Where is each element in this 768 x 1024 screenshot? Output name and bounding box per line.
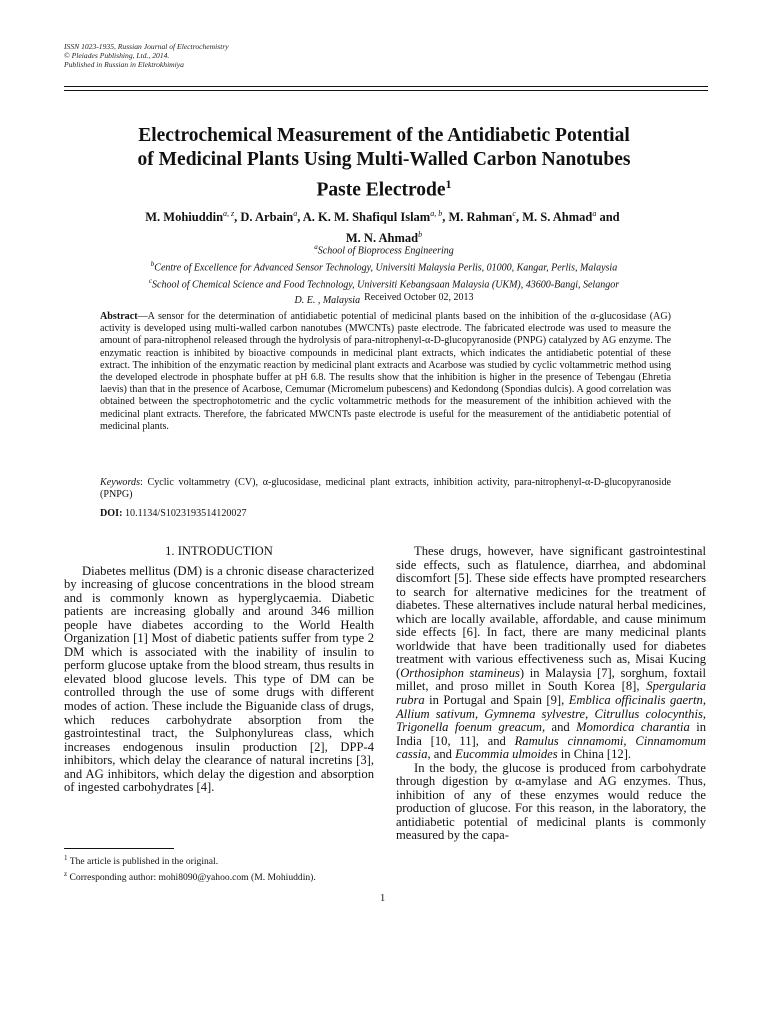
intro-paragraph-2: These drugs, however, have significant gastrointestinal side effects, such as flatulence, diarrhea, and abdominal discomfort [5]. These side effects have prompted researchers to search for alternative medicines for the treatment of diabetes. These alternatives include natural herbal medicines, which are locally available, affordable, and cause minimum side effects [6]. In fact, there are many medicinal plants worldwide that have been traditionally used for diabetes treatment with various effectiveness such as, Misai Kucing (Orthosiphon stamineus) in Malaysia [7], sorghum, foxtail millet, and proso millet in South Korea [8], Spergularia rubra in Portugal and Spain [9], Emblica officinalis gaertn, Allium sativum, Gymnema sylvestre, Citrullus colocynthis, Trigonella foenum greacum, and Momordica charantia in India [10, 11], and Ramulus cinnamomi, Cinnamomum cassia, and Eucommia ulmoides in China [12]. [396,544,707,762]
author-name: D. Arbain [240,210,294,225]
publisher-line: © Pleiades Publishing, Ltd., 2014. [64,51,170,60]
left-column [64,545,374,795]
author-affil-mark: b [418,230,423,240]
author-name: M. Rahman [448,210,513,225]
footnotes [64,852,384,884]
title-footnote-mark: 1 [445,177,452,191]
author-affil-mark: a [293,209,298,218]
author-name: M. Mohiuddin [145,210,224,225]
keywords-label: Keywords [100,477,141,488]
doi-value: 10.1134/S1023193514120027 [124,508,247,519]
issn-line: ISSN 1023-1935, Russian Journal of Electrochemistry [64,42,229,51]
footnote-1: $^1$ The article is published in the original. [64,854,219,868]
journal-header [64,42,229,69]
title-line-3: Paste Electrode$^1$ [316,177,452,201]
affiliation-a: $^a$School of Bioprocess Engineering [314,243,454,257]
title-line-2: of Medicinal Plants Using Multi-Walled Carbon Nanotubes [137,149,631,170]
footnote-rule [64,848,174,849]
section-heading: 1. INTRODUCTION [165,544,273,558]
right-column [396,545,706,843]
footnote-2: $^z$ Corresponding author: mohi8090@yahoo.com (M. Mohiuddin). [64,870,316,884]
abstract [100,311,671,433]
doi-label: DOI: [100,508,123,519]
abstract-text: —A sensor for the determination of antidiabetic potential of medicinal plants based on the inhibition of the α-glucosidase (AG) activity is developed using multi-walled carbon nanotubes (MWCNTs) paste electrode. The fabricated electrode was used to measure the amount of para-nitrophenol released through the hydrolysis of para-nitrophenyl-α-D-glucopyranoside (PNPG) catalyzed by AG enzyme. The enzymatic reaction is inhibited by bioactive compounds in medicinal plant extracts, which indicates the antidiabetic potential of these extract. The inhibition of the enzymatic reaction by medicinal plant extracts and Acarbose was studied by cyclic voltammetric method using the developed electrode in phosphate buffer at pH 6.8. The results show that the inhibition is higher in the presence of Tebengau (Ehretia laevis) than that in the presence of Acarbose, Cemumar (Micromelum pubescens) and Kedondong (Spondias dulcis). A good correlation was obtained between the spectrophotometric and the cyclic voltammetric methods for the measurement of the inhibition achieved with the medicinal plant extracts. Therefore, the fabricated MWCNTs paste electrode is useful for the measurement of the antidiabetic potential of medicinal plants. [100,311,671,432]
title-line-1: Electrochemical Measurement of the Antidiabetic Potential [138,125,630,146]
author-name: M. N. Ahmad [345,231,419,246]
received-date: Received October 02, 2013 [364,292,474,304]
affiliation-b: $^b$Centre of Excellence for Advanced Sensor Technology, Universiti Malaysia Perlis, 01000, Kangar, Perlis, Malaysia [150,260,618,274]
keywords [100,477,671,502]
author-name: M. S. Ahmad [522,210,593,225]
author-list: M. Mohiuddin$^{a, z}$, D. Arbain$^a$, A. K. M. Shafiqul Islam$^{a, b}$, M. Rahman$^c$, M. S. Ahmad$^a$ and M. N. Ahmad$^b$ [145,209,623,246]
affiliation-c-cont: D. E. , Malaysia Received October 02, 2013 [294,292,474,307]
doi [100,508,247,520]
keywords-text: : Cyclic voltammetry (CV), α-glucosidase, medicinal plant extracts, inhibition activity, para-nitrophenyl-α-D-glucopyranoside (PNPG) [100,477,671,501]
affiliations [40,241,728,308]
author-affil-mark: a, b [430,209,443,218]
page-number: 1 [380,893,386,904]
author-affil-mark: a [592,209,597,218]
header-rule-bottom [64,90,708,91]
paper-title [40,124,728,203]
author-affil-mark: c [512,209,516,218]
translation-line: Published in Russian in Elektrokhimiya [64,60,184,69]
intro-paragraph-3: In the body, the glucose is produced from carbohydrate through digestion by α-amylase and AG enzymes. Thus, inhibition of any of these enzymes would reduce the production of glucose. For this reason, in the laboratory, the antidiabetic potential of medicinal plants is commonly measured by the capa- [396,760,706,843]
header-rule-top [64,86,708,87]
affiliation-c: $^c$School of Chemical Science and Food Technology, Universiti Kebangsaan Malaysia (UKM), 43600-Bangi, Selangor [148,277,620,291]
author-name: A. K. M. Shafiqul Islam [302,210,431,225]
author-affil-mark: a, z [223,209,235,218]
intro-paragraph-1: Diabetes mellitus (DM) is a chronic disease characterized by increasing of glucose concentrations in the blood stream and is commonly known as hyperglycaemia. Diabetic patients are increasing globally and around 346 million people have diabetes according to the World Health Organization [1] Most of diabetic patients suffer from type 2 DM which is associated with the inability of insulin to perform glucose uptake from the blood stream, thus results in elevated blood glucose levels. This type of DM can be controlled through the use of some drugs with different modes of action. These include the Biguanide class of drugs, which reduces carbohydrate absorption from the gastrointestinal tract, the Sulphonylureas class, which increases endogenous insulin production [2], DPP-4 inhibitors, which delay the clearance of natural incretins [3], and AG inhibitors, which delay the digestion and absorption of ingested carbohydrates [4]. [64,563,374,795]
abstract-label: Abstract [100,311,138,322]
